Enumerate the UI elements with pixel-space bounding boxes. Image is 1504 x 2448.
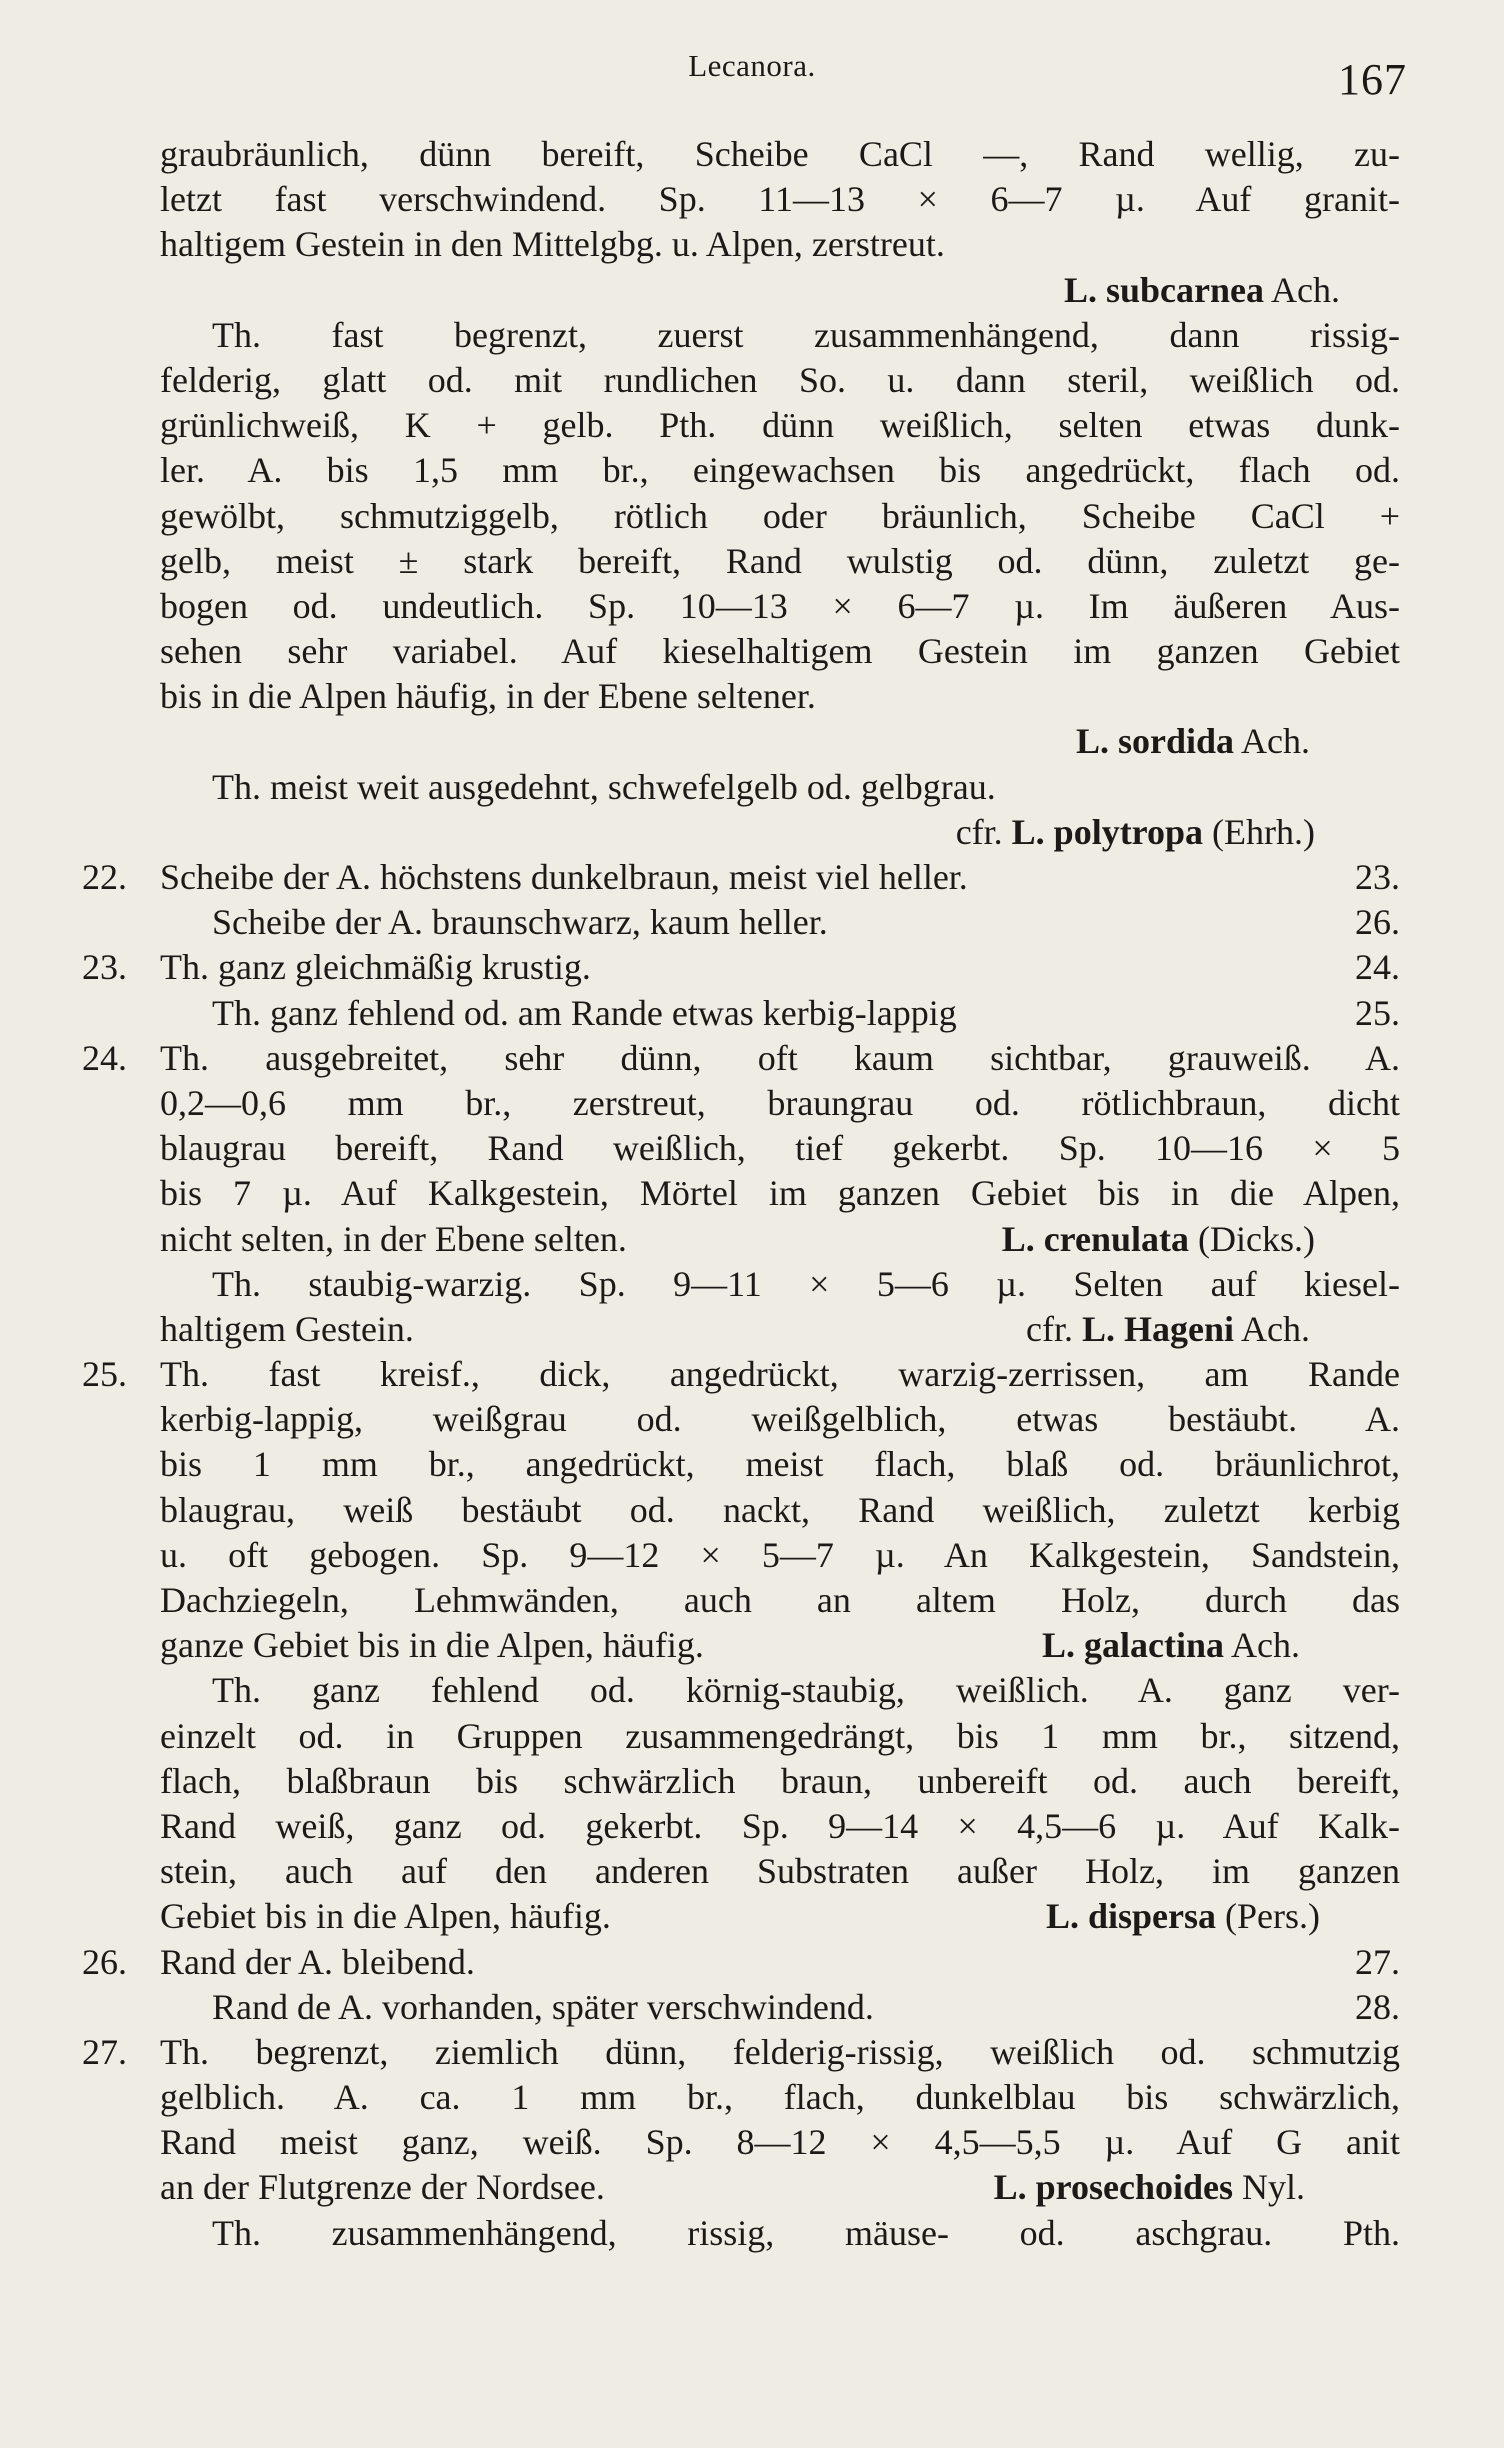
text-line: Th. meist weit ausgedehnt, schwefelgelb od. gelbgrau. [212, 766, 996, 807]
text-line [160, 1894, 1400, 1939]
text-span: an der Flutgrenze der Nordsee. [160, 2167, 605, 2208]
text-line: gelb, meist ± stark bereift, Rand wulstig od. dünn, zuletzt ge- [160, 540, 1400, 581]
text-line: gelblich. A. ca. 1 mm br., flach, dunkelblau bis schwärzlich, [160, 2077, 1400, 2118]
species-author: Ach. [1241, 721, 1310, 762]
text-line: felderig, glatt od. mit rundlichen So. u. dann steril, weißlich od. [160, 359, 1400, 400]
text-line [160, 2165, 1400, 2210]
text-span: Th. begrenzt, ziemlich dünn, felderig-rissig, weißlich od. schmutzig [160, 2031, 1400, 2072]
text-line: graubräunlich, dünn bereift, Scheibe CaCl —, Rand wellig, zu- [160, 134, 1400, 174]
text-line: Dachziegeln, Lehmwänden, auch an altem Holz, durch das [160, 1580, 1400, 1620]
species-name: L. galactina [1041, 1625, 1224, 1666]
page-number: 167 [1338, 55, 1407, 104]
species-line [160, 268, 1400, 313]
text-line: gewölbt, schmutziggelb, rötlich oder bräunlich, Scheibe CaCl + [160, 495, 1400, 536]
text-span: Th. fast kreisf., dick, angedrückt, warzig-zerrissen, am Rande [160, 1354, 1400, 1395]
text-line: letzt fast verschwindend. Sp. 11—13 × 6—7 µ. Auf granit- [160, 179, 1400, 220]
text-span: nicht selten, in der Ebene selten. [160, 1218, 627, 1259]
text-line: ler. A. bis 1,5 mm br., eingewachsen bis angedrückt, flach od. [160, 450, 1400, 491]
key-number: 22. [82, 857, 127, 897]
key-line [82, 945, 1400, 990]
text-line: Rand weiß, ganz od. gekerbt. Sp. 9—14 × 4,5—6 µ. Auf Kalk- [160, 1805, 1400, 1846]
text-span: Gebiet bis in die Alpen, häufig. [160, 1896, 611, 1937]
text-line: bogen od. undeutlich. Sp. 10—13 × 6—7 µ. Im äußeren Aus- [160, 585, 1400, 626]
species-author: Ach. [1271, 269, 1340, 310]
species-name: L. subcarnea [1063, 269, 1264, 310]
text-line: grünlichweiß, K + gelb. Pth. dünn weißlich, selten etwas dunk- [160, 405, 1400, 446]
text-line: blaugrau, weiß bestäubt od. nackt, Rand weißlich, zuletzt kerbig [160, 1489, 1400, 1530]
text-line: Th. zusammenhängend, rissig, mäuse- od. aschgrau. Pth. [212, 2212, 1400, 2253]
key-text: Scheibe der A. höchstens dunkelbraun, meist viel heller. [160, 857, 968, 897]
text-line: stein, auch auf den anderen Substraten außer Holz, im ganzen [160, 1851, 1400, 1892]
text-line [82, 1036, 1400, 1081]
species-name: L. prosechoides [993, 2167, 1233, 2208]
text-line: bis in die Alpen häufig, in der Ebene seltener. [160, 676, 816, 717]
text-line [82, 2030, 1400, 2075]
key-number: 23. [82, 947, 127, 988]
text-line: kerbig-lappig, weißgrau od. weißgelblich, etwas bestäubt. A. [160, 1399, 1400, 1440]
key-ref: 26. [1355, 902, 1400, 943]
cfr-prefix: cfr. [1026, 1308, 1073, 1349]
key-number: 27. [82, 2031, 127, 2072]
key-number: 26. [82, 1941, 127, 1982]
key-number: 25. [82, 1354, 127, 1395]
key-ref: 24. [1355, 947, 1400, 988]
cfr-prefix: cfr. [955, 811, 1003, 852]
species-name: L. dispersa [1045, 1896, 1217, 1937]
species-author: Nyl. [1242, 2167, 1305, 2208]
key-ref: 25. [1355, 992, 1400, 1033]
text-line: Th. ganz fehlend od. körnig-staubig, weißlich. A. ganz ver- [212, 1670, 1400, 1711]
key-ref: 27. [1355, 1941, 1400, 1982]
species-line [160, 719, 1400, 764]
text-line [160, 1217, 1400, 1262]
text-line [160, 1623, 1400, 1668]
text-line: Rand meist ganz, weiß. Sp. 8—12 × 4,5—5,5 µ. Auf G anit [160, 2122, 1400, 2163]
key-text: Th. ganz fehlend od. am Rande etwas kerbig-lappig [212, 992, 957, 1033]
text-line: blaugrau bereift, Rand weißlich, tief gekerbt. Sp. 10—16 × 5 [160, 1128, 1400, 1169]
key-number: 24. [82, 1037, 127, 1078]
text-line: bis 7 µ. Auf Kalkgestein, Mörtel im ganzen Gebiet bis in die Alpen, [160, 1173, 1400, 1214]
species-name: L. sordida [1075, 721, 1234, 762]
text-span: ganze Gebiet bis in die Alpen, häufig. [160, 1625, 704, 1666]
species-author: (Ehrh.) [1212, 811, 1315, 852]
text-span: haltigem Gestein. [160, 1308, 414, 1349]
species-name: L. Hageni [1081, 1308, 1234, 1349]
text-line: Th. fast begrenzt, zuerst zusammenhängend, dann rissig- [212, 314, 1400, 355]
text-line: u. oft gebogen. Sp. 9—12 × 5—7 µ. An Kalkgestein, Sandstein, [160, 1534, 1400, 1575]
text-line: 0,2—0,6 mm br., zerstreut, braungrau od. rötlichbraun, dicht [160, 1082, 1400, 1123]
page-body [82, 132, 1400, 2256]
key-text: Scheibe der A. braunschwarz, kaum heller. [212, 902, 828, 943]
key-text: Th. ganz gleichmäßig krustig. [160, 947, 591, 988]
species-name: L. crenulata [1001, 1218, 1190, 1259]
text-line: einzelt od. in Gruppen zusammengedrängt, bis 1 mm br., sitzend, [160, 1715, 1400, 1756]
key-line [160, 991, 1400, 1036]
species-author: Ach. [1231, 1625, 1300, 1666]
key-text: Rand de A. vorhanden, später verschwindend. [212, 1986, 874, 2027]
key-line [160, 1985, 1400, 2030]
species-author: (Pers.) [1225, 1896, 1320, 1937]
text-line: Th. staubig-warzig. Sp. 9—11 × 5—6 µ. Selten auf kiesel- [212, 1263, 1400, 1304]
text-span: Th. ausgebreitet, sehr dünn, oft kaum sichtbar, grauweiß. A. [160, 1037, 1400, 1078]
text-line: flach, blaßbraun bis schwärzlich braun, unbereift od. auch bereift, [160, 1760, 1400, 1801]
species-author: Ach. [1241, 1308, 1310, 1349]
species-name: L. polytropa [1011, 811, 1204, 852]
key-line [82, 855, 1400, 900]
running-head: Lecanora. [688, 48, 816, 83]
species-line [160, 810, 1400, 855]
key-text: Rand der A. bleibend. [160, 1941, 475, 1982]
text-line: sehen sehr variabel. Auf kieselhaltigem Gestein im ganzen Gebiet [160, 631, 1400, 672]
key-line [160, 900, 1400, 945]
key-ref: 23. [1355, 857, 1400, 897]
text-line: haltigem Gestein in den Mittelgbg. u. Alpen, zerstreut. [160, 224, 945, 265]
key-line [82, 1940, 1400, 1985]
key-ref: 28. [1355, 1986, 1400, 2027]
text-line [82, 1352, 1400, 1397]
species-author: (Dicks.) [1198, 1218, 1315, 1259]
text-line: bis 1 mm br., angedrückt, meist flach, blaß od. bräunlichrot, [160, 1444, 1400, 1485]
text-line [160, 1307, 1400, 1352]
